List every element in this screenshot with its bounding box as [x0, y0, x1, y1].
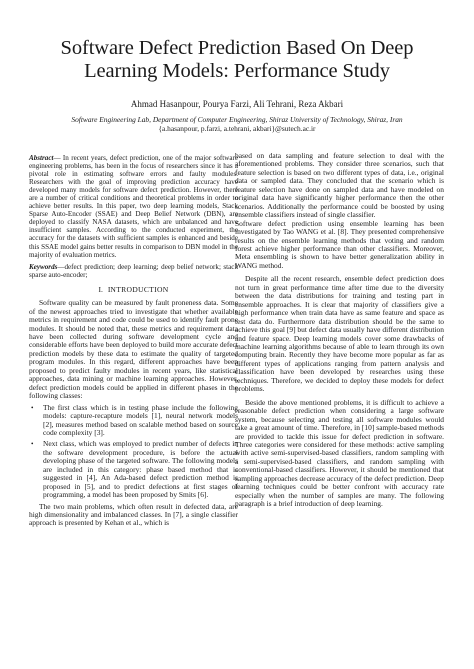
keywords-label: Keywords	[29, 262, 58, 271]
section-number: I.	[98, 284, 103, 294]
bullet-icon: •	[31, 440, 34, 449]
list-item-text: The first class which is in testing phase include the following models: capture-recapture models [1], neural network models [2], measures method based on scalable method based on source code complexity [3].	[43, 402, 238, 437]
abstract-text: — In recent years, defect prediction, one of the major software engineering problems, has been in the focus of researchers since it has a pivotal role in estimating software errors and faulty modules. Researchers with the goal of improving prediction accuracy have developed many models for software defect prediction. However, there are a number of critical conditions and theoretical problems in order to achieve better results. In this paper, two deep learning models, Stack Sparse Auto-Encoder (SSAE) and Deep Belief Network (DBN), are deployed to classify NASA datasets, which are unbalanced and have insufficient samples. According to the conducted experiment, the accuracy for the datasets with sufficient samples is enhanced and beside this SSAE model gains better results in comparison to DBN model in the majority of evaluation metrics.	[29, 154, 238, 259]
keywords-text: —defect prediction; deep learning; deep belief network; stack sparse auto-encoder;	[29, 262, 238, 279]
abstract	[29, 154, 238, 259]
sampling-paragraph: Beside the above mentioned problems, it is difficult to achieve a reasonable defect prediction when considering a large software system, because selecting and testing all software modules would take a great amount of time. Therefore, in [10] sample-based methods are provided to tackle this issue for defect prediction in software. Three categories were considered for these methods: active sampling with active semi-supervised-based classifiers, random sampling with a semi-supervised-based classifiers, and random sampling with conventional-based classifiers. However, it should be mentioned that sampling approaches decrease accuracy of the defect prediction. Deep learning techniques could be better confront with accuracy rate especially when the number of samples are many. The following paragraph is a brief introduction of deep learning.	[235, 397, 444, 509]
section-initial: I	[107, 284, 111, 294]
list-item	[29, 440, 238, 499]
right-column	[235, 152, 444, 509]
section-heading-introduction	[29, 286, 238, 294]
abstract-label: Abstract	[29, 154, 54, 162]
closing-paragraph: The two main problems, which often result in defected data, are high dimensionality and imbalanced classes. In [7], a single classifier approach is presented by Kehan et al., which is	[29, 501, 238, 528]
list-item	[29, 404, 238, 438]
paper-authors: Ahmad Hasanpour, Pourya Farzi, Ali Tehrani, Reza Akbari	[130, 99, 344, 109]
ensemble-paragraph: Software defect prediction using ensemble learning has been investigated by Tao WANG et al. [8]. They presented comprehensive results on the ensemble learning methods that voting and random forest achieve higher performance than other classifiers. Moreover, Meta ensembling is shown to have better generalization ability in WANG method.	[235, 218, 444, 270]
paper-title: Software Defect Prediction Based On Deep Learning Models: Performance Study	[60, 37, 414, 82]
left-column	[29, 154, 238, 528]
paper-affiliation: Software Engineering Lab, Department of Computer Engineering, Shiraz University of Technology, Shiraz, Iran	[71, 115, 403, 124]
keywords	[29, 263, 238, 279]
deep-learning-paragraph: Despite all the recent research, ensemble defect prediction does not turn in great performance time after time due to the diversity between the data distributions for training and testing part in ensemble approaches. It is clear that majority of classifiers give a high performance when train data have as same feature and space as test data do. Furthermore data distribution should be the same to achieve this goal [9] but defect data usually have different distribution and feature space. Deep learning models cover some drawbacks of machine learning algorithms because of able to learn through its own computing brain. Recently they have become more popular as far as different types of applications ranging from pattern analysis and classification have been developed by researches using these techniques. Therefore, we decided to deploy these models for defect problems.	[235, 274, 444, 394]
section-title-rest: NTRODUCTION	[110, 284, 169, 294]
bullet-icon: •	[31, 403, 34, 412]
continued-paragraph: based on data sampling and feature selection to deal with the aforementioned problems. They consider three scenarios, such that feature selection is based on two different types of data, i.e., original data or sampled data. They concluded that the scenario which is feature selection have done on sampled data and have modeled on original data have significantly higher performance then the other scenarios. Additionally the performance could be boosted by using ensemble classifiers instead of single classifier.	[235, 151, 444, 220]
list-item-text: Next class, which was employed to predict number of defects in the software development procedure, is before the actual developing phase of the targeted software. The following models are included in this category: phase based method that is suggested in [4], An Ada-based defect prediction method is proposed in [5], and to predict defections at first stages of programming, a model has been proposed by Smits [6].	[43, 439, 238, 500]
intro-paragraph: Software quality can be measured by fault proneness data. Some of the newest approaches tried to investigate that whether available metrics in requirement and code could be used to identify fault prone modules. It should be noted that, these metrics and requirement data have been collected during software development cycle and considerable efforts have been deployed to build more accurate defect prediction models by these data to estimate the quality of targeted program modules. In this regard, different approaches have been proposed to predict faulty modules in recent years, like statistical approaches, data mining or machine learning approaches. However, defect prediction models could be applied in different phases in the following classes:	[29, 298, 238, 401]
paper-emails: {a.hasanpour, p.farzi, a.tehrani, akbari}@sutech.ac.ir	[158, 124, 316, 133]
